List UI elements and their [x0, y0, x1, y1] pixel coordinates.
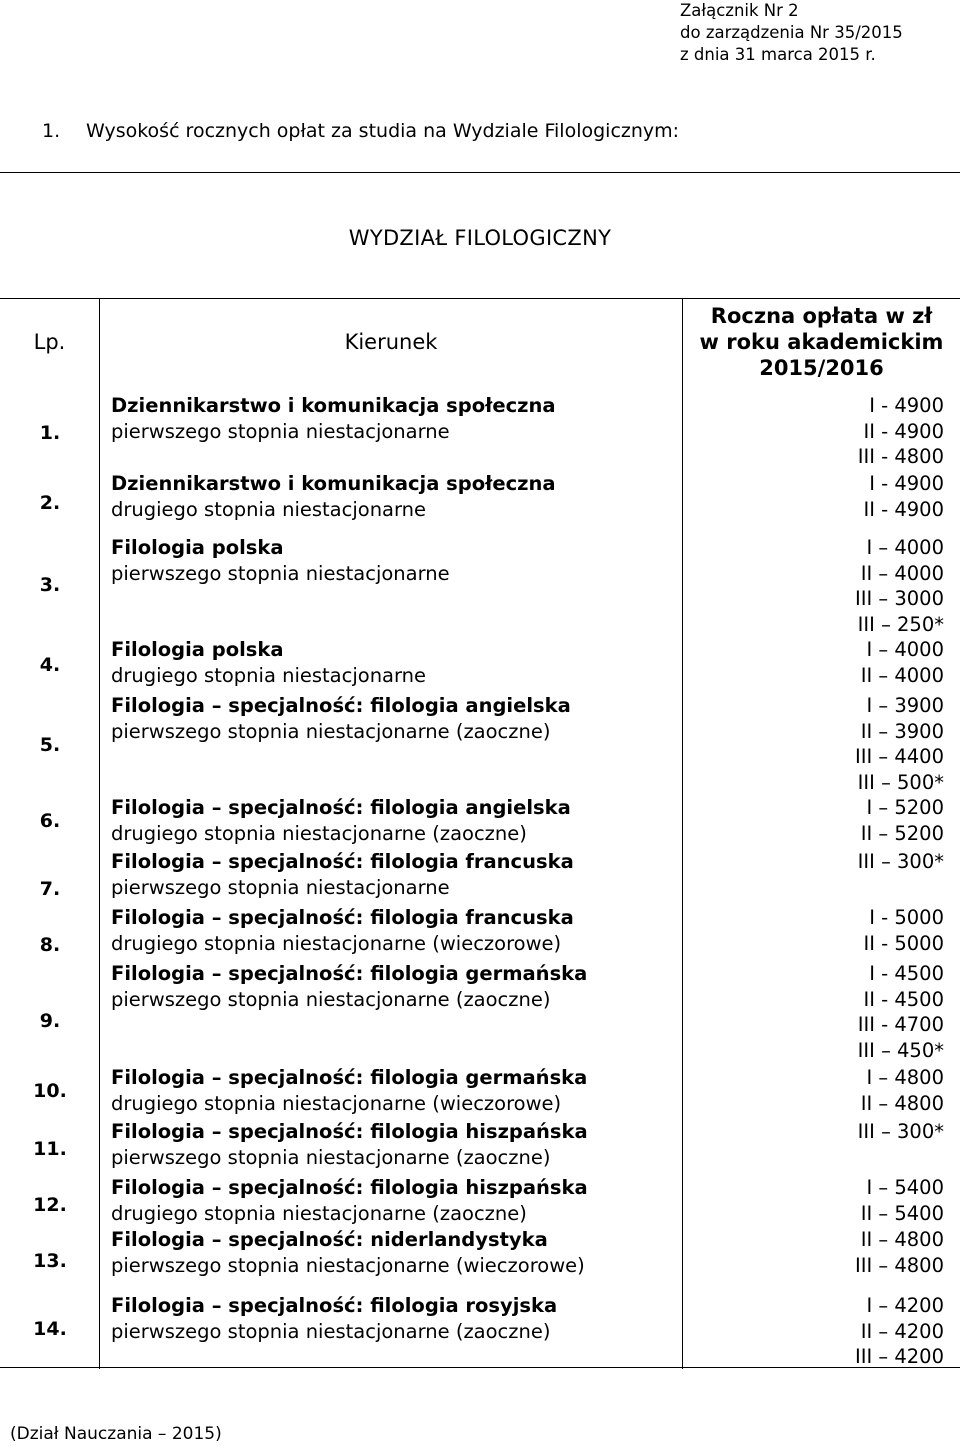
fee-value: III – 450*	[857, 1038, 944, 1062]
fee-value: I – 4800	[866, 1066, 944, 1089]
fee-cell	[690, 1119, 944, 1145]
fee-value: I - 4500	[869, 962, 944, 985]
programme-name: Filologia – specjalność: filologia francuska	[111, 850, 574, 873]
programme-cell	[111, 535, 671, 586]
fee-cell	[690, 961, 944, 1063]
fee-value: I – 3900	[866, 694, 944, 717]
fee-cell	[690, 535, 944, 637]
programme-name: Filologia – specjalność: filologia angielska	[111, 796, 571, 819]
fee-value: II – 4000	[860, 561, 944, 585]
programme-cell	[111, 693, 671, 744]
programme-cell	[111, 795, 671, 846]
fee-value: II – 4200	[860, 1319, 944, 1343]
fee-value: II - 4900	[863, 419, 944, 443]
fee-cell	[690, 1065, 944, 1116]
fee-cell	[690, 471, 944, 522]
programme-cell	[111, 1175, 671, 1226]
fee-value: II - 5000	[863, 931, 944, 955]
programme-mode: pierwszego stopnia niestacjonarne (zaoczne)	[111, 987, 551, 1011]
header-fee-line-1: Roczna opłata w zł	[710, 304, 933, 328]
programme-mode: pierwszego stopnia niestacjonarne (zaoczne)	[111, 1145, 551, 1169]
attachment-line-1: Załącznik Nr 2	[680, 1, 799, 20]
fee-table	[0, 172, 960, 1368]
programme-mode: pierwszego stopnia niestacjonarne (wieczorowe)	[111, 1253, 585, 1277]
fee-cell	[690, 637, 944, 688]
programme-mode: pierwszego stopnia niestacjonarne	[111, 561, 450, 585]
fee-value: I - 4900	[869, 394, 944, 417]
row-number: 1.	[39, 422, 61, 444]
faculty-title: WYDZIAŁ FILOLOGICZNY	[0, 173, 960, 299]
programme-cell	[111, 1119, 671, 1170]
fee-value: III – 300*	[857, 850, 944, 873]
attachment-note	[680, 0, 903, 66]
programme-name: Filologia – specjalność: filologia germańska	[111, 962, 588, 985]
programme-cell	[111, 471, 671, 522]
fee-cell	[690, 795, 944, 846]
programme-name: Filologia – specjalność: filologia hiszpańska	[111, 1176, 588, 1199]
programme-cell	[111, 961, 671, 1012]
programme-mode: drugiego stopnia niestacjonarne (wieczorowe)	[111, 1091, 562, 1115]
programme-cell	[111, 1227, 671, 1278]
fee-value: I - 4900	[869, 472, 944, 495]
fee-value: I – 4000	[866, 638, 944, 661]
fee-cell	[690, 1293, 944, 1370]
programme-name: Dziennikarstwo i komunikacja społeczna	[111, 472, 556, 495]
programme-cell	[111, 393, 671, 444]
programme-name: Filologia – specjalność: filologia rosyjska	[111, 1294, 558, 1317]
programme-name: Filologia – specjalność: filologia angielska	[111, 694, 571, 717]
fee-value: II – 5400	[860, 1201, 944, 1225]
fee-value: III – 3000	[854, 587, 944, 610]
fee-value: III – 4800	[854, 1253, 944, 1277]
fee-value: II – 5200	[860, 821, 944, 845]
programme-cell	[111, 905, 671, 956]
attachment-line-2: do zarządzenia Nr 35/2015	[680, 23, 903, 42]
fee-value: II - 4500	[863, 987, 944, 1011]
fee-cell	[690, 849, 944, 875]
fee-value: II – 4000	[860, 663, 944, 687]
row-number: 10.	[33, 1080, 67, 1102]
programme-name: Filologia – specjalność: filologia germańska	[111, 1066, 588, 1089]
programme-cell	[111, 1293, 671, 1344]
programme-mode: pierwszego stopnia niestacjonarne	[111, 419, 450, 443]
row-number: 7.	[39, 878, 61, 900]
fee-value: III – 4200	[854, 1345, 944, 1368]
fee-cell	[690, 693, 944, 795]
row-number: 11.	[33, 1138, 67, 1160]
row-number: 5.	[39, 734, 61, 756]
fee-cell	[690, 1175, 944, 1226]
programme-name: Filologia polska	[111, 638, 284, 661]
fee-cell	[690, 905, 944, 956]
footer-note: (Dział Nauczania – 2015)	[10, 1424, 222, 1444]
row-number: 2.	[39, 492, 61, 514]
fee-value: III – 500*	[857, 770, 944, 794]
programme-name: Dziennikarstwo i komunikacja społeczna	[111, 394, 556, 417]
fee-value: II – 3900	[860, 719, 944, 743]
fee-value: II – 4800	[860, 1228, 944, 1251]
fee-value: I – 4200	[866, 1294, 944, 1317]
programme-cell	[111, 637, 671, 688]
fee-value: II - 4900	[863, 497, 944, 521]
column-divider-fee	[682, 299, 683, 1369]
row-number: 12.	[33, 1194, 67, 1216]
fee-value: III - 4800	[857, 445, 944, 468]
header-fee-line-2: w roku akademickim	[699, 330, 944, 354]
programme-mode: pierwszego stopnia niestacjonarne (zaoczne)	[111, 719, 551, 743]
fee-value: II – 4800	[860, 1091, 944, 1115]
programme-mode: drugiego stopnia niestacjonarne (zaoczne)	[111, 1201, 527, 1225]
header-fee-line-3: 2015/2016	[759, 356, 884, 380]
programme-mode: drugiego stopnia niestacjonarne	[111, 663, 427, 687]
fee-cell	[690, 1227, 944, 1278]
row-number: 13.	[33, 1250, 67, 1272]
attachment-line-3: z dnia 31 marca 2015 r.	[680, 45, 876, 64]
row-number: 9.	[39, 1010, 61, 1032]
fee-value: I – 4000	[866, 536, 944, 559]
fee-value: III – 4400	[854, 745, 944, 768]
programme-mode: drugiego stopnia niestacjonarne	[111, 497, 427, 521]
fee-value: I – 5200	[866, 796, 944, 819]
programme-name: Filologia – specjalność: filologia hiszpańska	[111, 1120, 588, 1143]
programme-cell	[111, 1065, 671, 1116]
header-fee	[683, 299, 960, 385]
fee-value: III – 300*	[857, 1120, 944, 1143]
row-number: 3.	[39, 574, 61, 596]
programme-name: Filologia – specjalność: niderlandystyka	[111, 1228, 548, 1251]
programme-mode: drugiego stopnia niestacjonarne (zaoczne)	[111, 821, 527, 845]
row-number: 14.	[33, 1318, 67, 1340]
programme-mode: pierwszego stopnia niestacjonarne (zaoczne)	[111, 1319, 551, 1343]
fee-value: I - 5000	[869, 906, 944, 929]
section-heading	[42, 116, 679, 146]
section-number: 1.	[42, 120, 61, 142]
header-lp: Lp.	[33, 330, 66, 354]
row-number: 8.	[39, 934, 61, 956]
fee-value: I – 5400	[866, 1176, 944, 1199]
fee-cell	[690, 393, 944, 470]
programme-mode: pierwszego stopnia niestacjonarne	[111, 875, 450, 899]
row-number: 4.	[39, 654, 61, 676]
programme-cell	[111, 849, 671, 900]
fee-value: III – 250*	[857, 612, 944, 636]
programme-mode: drugiego stopnia niestacjonarne (wieczorowe)	[111, 931, 562, 955]
header-kierunek: Kierunek	[344, 330, 438, 354]
row-number: 6.	[39, 810, 61, 832]
programme-name: Filologia – specjalność: filologia francuska	[111, 906, 574, 929]
section-title: Wysokość rocznych opłat za studia na Wydziale Filologicznym:	[86, 120, 680, 142]
fee-value: III - 4700	[857, 1013, 944, 1036]
programme-name: Filologia polska	[111, 536, 284, 559]
